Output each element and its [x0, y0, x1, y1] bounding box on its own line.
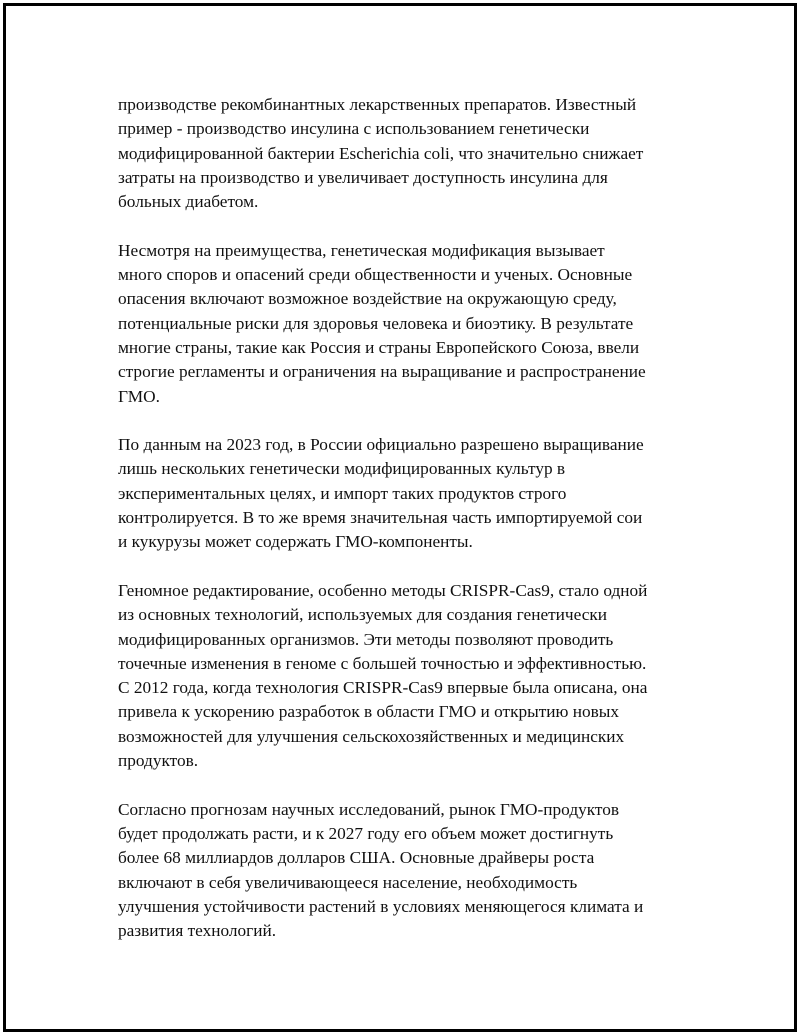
text-line: много споров и опасений среди общественности и ученых. Основные — [118, 265, 633, 285]
text-line: более 68 миллиардов долларов США. Основные драйверы роста — [118, 848, 595, 868]
text-line: производстве рекомбинантных лекарственных препаратов. Известный — [118, 95, 637, 114]
paragraph-recombinant-drugs — [118, 93, 688, 214]
text-line: модифицированной бактерии Escherichia coli, что значительно снижает — [118, 143, 644, 163]
text-line: С 2012 года, когда технология CRISPR-Cas9 впервые была описана, она — [118, 678, 648, 698]
text-line: лишь нескольких генетически модифицированных культур в — [118, 459, 566, 479]
text-line: затраты на производство и увеличивает доступность инсулина для — [118, 167, 608, 187]
text-line: Согласно прогнозам научных исследований, рынок ГМО-продуктов — [118, 799, 620, 819]
text-line: По данным на 2023 год, в России официально разрешено выращивание — [118, 435, 644, 455]
paragraph-crispr — [118, 579, 688, 773]
text-line: многие страны, такие как Россия и страны Европейского Союза, ввели — [118, 337, 640, 357]
document-body — [118, 93, 688, 968]
text-line: из основных технологий, используемых для создания генетически — [118, 605, 608, 625]
text-line: улучшения устойчивости растений в условиях меняющегося климата и — [118, 896, 644, 916]
text-line: и кукурузы может содержать ГМО-компоненты. — [118, 532, 473, 552]
text-line: потенциальные риски для здоровья человека и биоэтику. В результате — [118, 313, 634, 333]
paragraph-market-forecast — [118, 798, 688, 944]
text-line: Геномное редактирование, особенно методы CRISPR-Cas9, стало одной — [118, 580, 648, 600]
text-line: строгие регламенты и ограничения на выращивание и распространение — [118, 362, 646, 382]
text-line: модифицированных организмов. Эти методы позволяют проводить — [118, 629, 614, 649]
text-line: пример - производство инсулина с использованием генетически — [118, 119, 590, 139]
text-line: включают в себя увеличивающееся население, необходимость — [118, 872, 578, 892]
text-line: ГМО. — [118, 386, 160, 406]
text-line: привела к ускорению разработок в области ГМО и открытию новых — [118, 702, 620, 722]
text-line: возможностей для улучшения сельскохозяйственных и медицинских — [118, 726, 625, 746]
text-line: больных диабетом. — [118, 192, 259, 212]
paragraph-russia-2023 — [118, 433, 688, 554]
text-line: контролируется. В то же время значительная часть импортируемой сои — [118, 508, 643, 528]
paragraph-controversy — [118, 239, 688, 409]
text-line: экспериментальных целях, и импорт таких продуктов строго — [118, 483, 567, 503]
text-line: опасения включают возможное воздействие на окружающую среду, — [118, 289, 617, 309]
text-line: будет продолжать расти, и к 2027 году его объем может достигнуть — [118, 823, 614, 843]
text-line: продуктов. — [118, 751, 199, 771]
text-line: Несмотря на преимущества, генетическая модификация вызывает — [118, 240, 605, 260]
text-line: развития технологий. — [118, 921, 277, 941]
text-line: точечные изменения в геноме с большей точностью и эффективностью. — [118, 653, 647, 673]
